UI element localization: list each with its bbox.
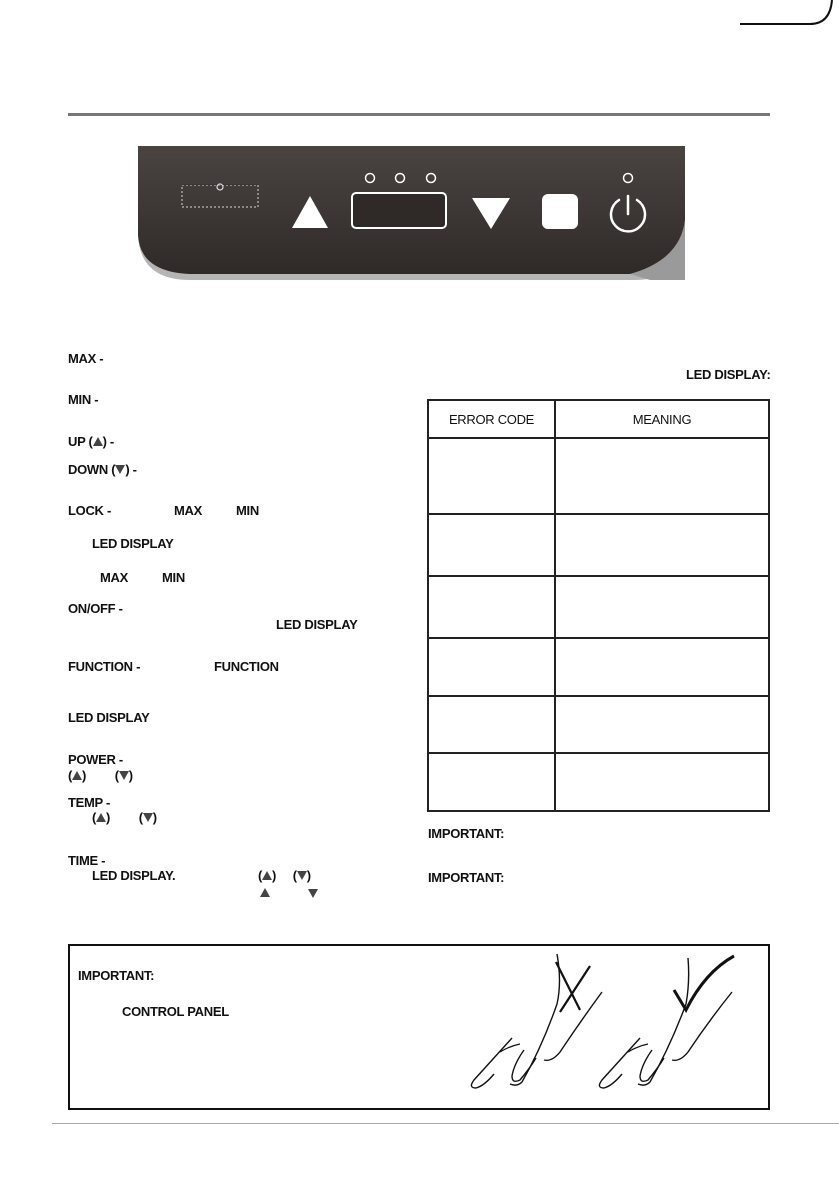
notice-important: IMPORTANT: (78, 968, 155, 983)
table-row (428, 753, 769, 811)
label-lock-max: MAX (174, 503, 202, 518)
label-up: UP ( ) - (68, 434, 114, 449)
label-led-display-1: LED DISPLAY (92, 536, 174, 551)
up-triangle-icon (93, 437, 103, 446)
label-power: POWER - (68, 752, 123, 767)
label-max: MAX - (68, 351, 104, 366)
header-rule (68, 113, 770, 116)
down-triangle-icon (308, 889, 318, 898)
label-temp: TEMP - (68, 795, 111, 810)
label-lock: LOCK - (68, 503, 111, 518)
table-row (428, 638, 769, 696)
notice-box (68, 944, 770, 1110)
label-max-2: MAX (100, 570, 128, 585)
temp-arrows: ( ) ( ) (92, 810, 157, 825)
notice-control-panel: CONTROL PANEL (122, 1004, 229, 1019)
label-min: MIN - (68, 392, 99, 407)
col-meaning: MEANING (555, 400, 769, 438)
control-panel-illustration (130, 140, 700, 290)
table-row (428, 576, 769, 638)
label-led-display-2: LED DISPLAY (276, 617, 358, 632)
footer-rule (52, 1123, 839, 1124)
label-onoff: ON/OFF - (68, 601, 123, 616)
col-error-code: ERROR CODE (428, 400, 555, 438)
time-arrows: ( ) ( ) (258, 868, 311, 883)
down-triangle-icon (115, 465, 125, 474)
label-lock-min: MIN (236, 503, 259, 518)
label-function-2: FUNCTION (214, 659, 279, 674)
table-header (428, 400, 769, 438)
label-led-display-3: LED DISPLAY (68, 710, 150, 725)
up-triangle-icon (72, 771, 82, 780)
hand-correct-illustration (590, 952, 740, 1102)
up-triangle-icon (260, 888, 270, 897)
up-triangle-icon (96, 813, 106, 822)
table-row (428, 514, 769, 576)
down-triangle-icon (297, 871, 307, 880)
page-corner-curve (740, 0, 839, 40)
label-time: TIME - (68, 853, 106, 868)
led-display-heading: LED DISPLAY: (686, 367, 771, 382)
label-led-display-4: LED DISPLAY. (92, 868, 176, 883)
function-square-icon (542, 194, 578, 229)
down-triangle-icon (143, 813, 153, 822)
table-row (428, 696, 769, 753)
label-min-2: MIN (162, 570, 185, 585)
power-arrows: ( ) ( ) (68, 768, 133, 783)
table-row (428, 438, 769, 514)
up-triangle-icon (262, 871, 272, 880)
label-down: DOWN ( ) - (68, 462, 137, 477)
error-code-table (427, 399, 770, 812)
label-function: FUNCTION - (68, 659, 141, 674)
important-2: IMPORTANT: (428, 870, 505, 885)
down-triangle-icon (119, 771, 129, 780)
important-1: IMPORTANT: (428, 826, 505, 841)
